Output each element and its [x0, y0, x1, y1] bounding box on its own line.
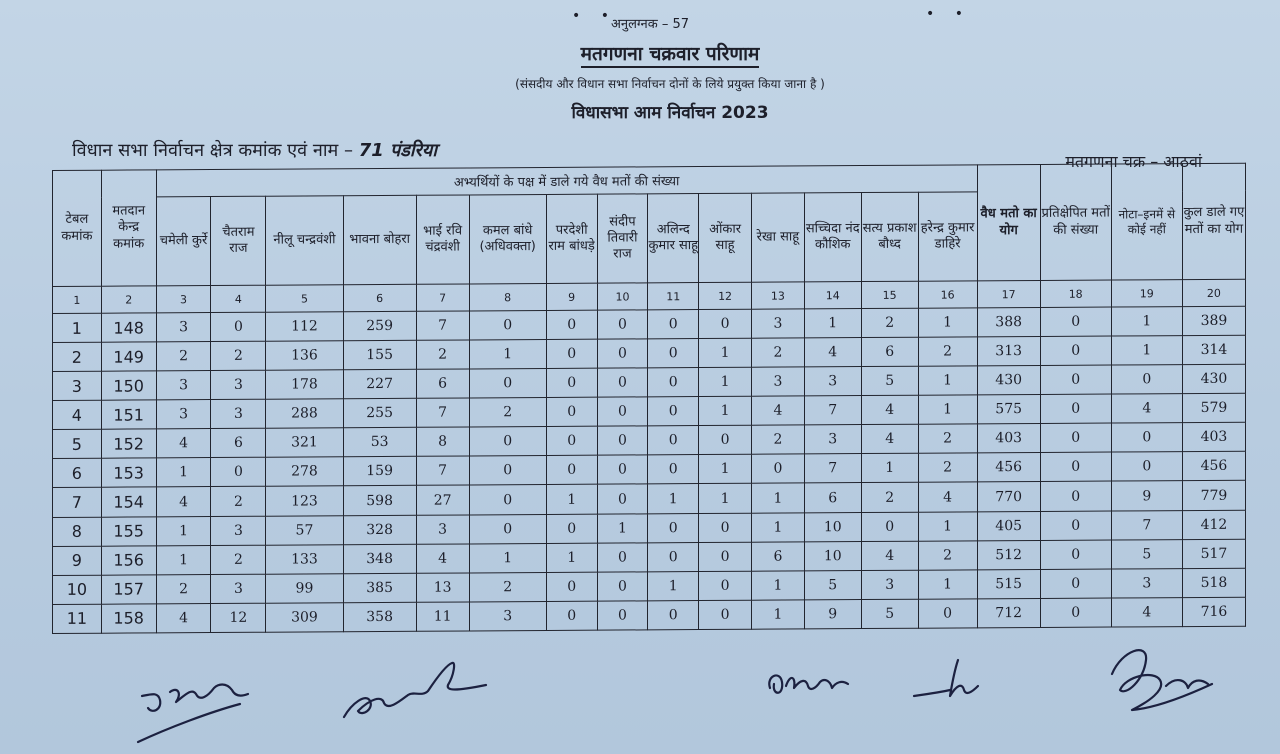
table-cell: 0 — [1111, 452, 1182, 482]
table-cell: 10 — [804, 512, 861, 541]
table-cell: 4 — [416, 544, 469, 573]
table-cell: 385 — [343, 573, 416, 603]
table-cell: 5 — [861, 366, 918, 395]
table-cell: 0 — [597, 484, 648, 513]
table-cell: 4 — [861, 541, 918, 570]
table-cell: 3 — [804, 367, 861, 396]
table-cell: 1 — [546, 485, 597, 514]
table-cell: 227 — [343, 369, 416, 399]
table-cell: 4 — [53, 400, 102, 429]
table-cell: 3 — [211, 574, 266, 603]
table-cell: 9 — [53, 546, 102, 575]
table-cell: 0 — [648, 513, 699, 542]
speck-marks: • • — [926, 6, 971, 22]
table-cell: 0 — [469, 456, 546, 486]
table-cell: 0 — [597, 601, 648, 631]
table-cell: 1 — [804, 309, 861, 338]
table-cell: 1 — [699, 396, 752, 425]
table-cell: 0 — [648, 368, 699, 397]
table-cell: 3 — [156, 371, 211, 400]
header-candidate: चैतराम राज — [211, 196, 266, 285]
column-number: 8 — [469, 283, 546, 310]
table-cell: 1 — [699, 338, 752, 367]
signature-1 — [130, 664, 260, 750]
table-cell: 0 — [1040, 394, 1111, 424]
table-cell: 3 — [751, 367, 804, 396]
table-cell: 2 — [211, 545, 266, 574]
header-candidate: नीलू चन्द्रवंशी — [266, 196, 343, 285]
table-cell: 153 — [101, 458, 156, 487]
table-cell: 53 — [343, 428, 416, 458]
table-cell: 0 — [1040, 307, 1111, 337]
table-cell: 288 — [266, 399, 343, 429]
table-cell: 0 — [699, 571, 752, 600]
table-cell: 389 — [1182, 306, 1245, 335]
table-cell: 178 — [266, 370, 343, 400]
table-cell: 133 — [266, 544, 343, 574]
table-cell: 148 — [101, 313, 156, 342]
column-number: 20 — [1182, 279, 1245, 306]
table-cell: 770 — [977, 482, 1040, 511]
column-number: 17 — [977, 280, 1040, 307]
table-cell: 430 — [1182, 364, 1245, 393]
column-number: 15 — [861, 281, 918, 308]
table-cell: 2 — [469, 398, 546, 428]
table-cell: 5 — [53, 430, 102, 459]
table-cell: 156 — [101, 545, 156, 574]
header-table-number: टेबल कमांक — [53, 170, 102, 286]
header-candidate: अलिन्द कुमार साहू — [648, 194, 699, 283]
column-number: 4 — [211, 285, 266, 312]
column-number: 16 — [918, 281, 977, 308]
column-number: 10 — [597, 283, 648, 310]
table-cell: 716 — [1182, 597, 1245, 627]
table-cell: 1 — [751, 600, 804, 630]
table-cell: 0 — [1040, 481, 1111, 511]
table-cell: 1 — [53, 313, 102, 342]
table-cell: 5 — [861, 599, 918, 629]
header-valid-votes: वैध मतो का योग — [977, 164, 1040, 280]
table-cell: 0 — [597, 542, 648, 571]
table-cell: 1 — [861, 454, 918, 483]
constituency-label: विधान सभा निर्वाचन क्षेत्र कमांक एवं नाम – — [72, 140, 353, 161]
table-cell: 0 — [597, 310, 648, 339]
table-cell: 158 — [101, 604, 156, 634]
table-cell: 3 — [53, 371, 102, 400]
table-cell: 2 — [918, 540, 977, 569]
table-cell: 313 — [977, 337, 1040, 366]
table-cell: 7 — [1111, 510, 1182, 540]
table-cell: 1 — [918, 308, 977, 337]
column-number: 9 — [546, 283, 597, 310]
table-cell: 0 — [546, 368, 597, 397]
table-cell: 7 — [53, 488, 102, 517]
header-nota: नोटा–इनमें से कोई नहीं — [1111, 164, 1182, 280]
table-cell: 0 — [546, 601, 597, 631]
table-cell: 0 — [597, 397, 648, 426]
table-cell: 0 — [597, 455, 648, 484]
table-cell: 515 — [977, 569, 1040, 598]
table-cell: 0 — [1040, 336, 1111, 366]
table-cell: 0 — [648, 542, 699, 571]
table-cell: 0 — [648, 339, 699, 368]
table-cell: 0 — [699, 426, 752, 455]
table-cell: 12 — [211, 603, 266, 633]
table-cell: 7 — [804, 396, 861, 425]
header-rejected-votes: प्रतिक्षेपित मतों की संख्या — [1040, 164, 1111, 280]
table-cell: 2 — [918, 453, 977, 482]
table-cell: 0 — [1040, 569, 1111, 599]
speck-marks: • • — [572, 8, 617, 24]
table-cell: 4 — [918, 482, 977, 511]
table-cell: 9 — [804, 599, 861, 629]
table-cell: 1 — [751, 512, 804, 541]
header-candidate: भाई रवि चंद्रवंशी — [416, 195, 469, 284]
table-cell: 412 — [1182, 510, 1245, 539]
table-cell: 314 — [1182, 335, 1245, 364]
table-cell: 136 — [266, 341, 343, 371]
column-number: 18 — [1040, 280, 1111, 307]
table-cell: 1 — [546, 543, 597, 572]
header-candidate-group: अभ्यर्थियों के पक्ष में डाले गये वैध मतों की संख्या — [156, 165, 977, 197]
table-cell: 8 — [53, 517, 102, 546]
table-cell: 518 — [1182, 568, 1245, 597]
table-cell: 3 — [416, 514, 469, 543]
table-cell: 4 — [1111, 597, 1182, 627]
table-cell: 0 — [469, 514, 546, 544]
table-cell: 10 — [804, 541, 861, 570]
constituency-line — [72, 138, 437, 162]
results-body — [53, 306, 1246, 633]
table-cell: 2 — [211, 487, 266, 516]
header-candidate: संदीप तिवारी राज — [597, 194, 648, 283]
table-cell: 2 — [861, 308, 918, 337]
table-cell: 0 — [597, 339, 648, 368]
column-number: 11 — [648, 283, 699, 310]
table-cell: 6 — [751, 542, 804, 571]
table-cell: 0 — [546, 572, 597, 601]
table-cell: 0 — [546, 310, 597, 339]
table-cell: 8 — [416, 427, 469, 456]
table-cell: 3 — [469, 601, 546, 631]
table-cell: 3 — [861, 570, 918, 599]
table-cell: 0 — [597, 426, 648, 455]
constituency-value: 71 पंडरिया — [358, 140, 437, 161]
table-cell: 0 — [469, 369, 546, 399]
table-cell: 0 — [648, 426, 699, 455]
table-cell: 1 — [699, 455, 752, 484]
table-cell: 0 — [546, 397, 597, 426]
table-cell: 0 — [1040, 365, 1111, 395]
table-cell: 388 — [977, 307, 1040, 336]
results-table — [52, 163, 1246, 634]
page-title: मतगणना चक्रवार परिणाम — [30, 40, 1280, 66]
table-cell: 779 — [1182, 481, 1245, 510]
table-cell: 405 — [977, 511, 1040, 540]
table-cell: 0 — [648, 397, 699, 426]
table-cell: 0 — [597, 572, 648, 601]
column-number: 1 — [53, 286, 102, 313]
table-cell: 0 — [861, 512, 918, 541]
table-cell: 1 — [918, 570, 977, 599]
table-cell: 4 — [1111, 394, 1182, 424]
column-number: 6 — [343, 284, 416, 311]
table-cell: 0 — [469, 310, 546, 340]
table-cell: 149 — [101, 342, 156, 371]
table-cell: 2 — [751, 338, 804, 367]
header-total-votes: कुल डाले गए मतों का योग — [1182, 163, 1245, 279]
table-cell: 6 — [53, 459, 102, 488]
table-cell: 0 — [546, 426, 597, 455]
table-cell: 5 — [1111, 539, 1182, 569]
table-cell: 0 — [469, 427, 546, 457]
table-cell: 0 — [546, 456, 597, 485]
table-cell: 6 — [416, 369, 469, 398]
header-candidate: परदेशी राम बांधड़े — [546, 194, 597, 283]
table-cell: 1 — [597, 513, 648, 542]
table-cell: 123 — [266, 486, 343, 516]
table-cell: 157 — [101, 575, 156, 604]
table-cell: 0 — [1040, 540, 1111, 570]
table-cell: 0 — [1040, 452, 1111, 482]
table-cell: 2 — [416, 340, 469, 369]
counting-round: मतगणना चक्र – आठवां — [1065, 152, 1202, 171]
table-cell: 0 — [648, 310, 699, 339]
table-cell: 4 — [156, 487, 211, 516]
table-cell: 150 — [101, 371, 156, 400]
annexure-number: अनुलग्नक – 57 — [610, 17, 690, 32]
table-cell: 1 — [648, 571, 699, 600]
table-cell: 328 — [343, 515, 416, 545]
table-cell: 5 — [804, 570, 861, 599]
table-cell: 0 — [918, 599, 977, 629]
table-cell: 4 — [861, 395, 918, 424]
table-cell: 154 — [101, 487, 156, 516]
table-cell: 6 — [804, 483, 861, 512]
table-cell: 2 — [156, 574, 211, 603]
table-cell: 259 — [343, 311, 416, 341]
table-cell: 152 — [101, 429, 156, 458]
table-cell: 403 — [977, 424, 1040, 453]
table-cell: 0 — [699, 600, 752, 630]
table-cell: 579 — [1182, 393, 1245, 422]
table-cell: 321 — [266, 428, 343, 458]
table-cell: 0 — [1040, 598, 1111, 628]
table-cell: 0 — [469, 485, 546, 515]
table-cell: 712 — [977, 598, 1040, 628]
table-cell: 512 — [977, 540, 1040, 569]
table-cell: 99 — [266, 573, 343, 603]
table-cell: 1 — [469, 340, 546, 370]
header-candidate: हरेन्द्र कुमार डाहिरे — [918, 192, 977, 281]
table-cell: 348 — [343, 544, 416, 574]
column-number: 12 — [699, 282, 752, 309]
header-candidate: ओंकार साहू — [699, 193, 752, 282]
table-cell: 1 — [156, 458, 211, 487]
table-cell: 2 — [861, 483, 918, 512]
table-cell: 1 — [751, 571, 804, 600]
column-number: 7 — [416, 284, 469, 311]
table-cell: 3 — [804, 425, 861, 454]
table-cell: 1 — [918, 395, 977, 424]
table-cell: 575 — [977, 395, 1040, 424]
table-cell: 155 — [343, 340, 416, 370]
table-cell: 517 — [1182, 539, 1245, 568]
table-cell: 57 — [266, 515, 343, 545]
table-cell: 4 — [751, 396, 804, 425]
table-cell: 11 — [53, 604, 102, 634]
signature-5 — [1096, 640, 1246, 730]
column-number: 2 — [101, 286, 156, 313]
table-cell: 403 — [1182, 423, 1245, 452]
table-cell: 3 — [156, 400, 211, 429]
table-cell: 309 — [266, 603, 343, 633]
table-cell: 1 — [156, 545, 211, 574]
table-cell: 0 — [211, 458, 266, 487]
table-cell: 4 — [156, 429, 211, 458]
table-cell: 358 — [343, 602, 416, 632]
header-candidate: कमल बांधे (अधिवक्ता) — [469, 194, 546, 283]
column-number: 19 — [1111, 280, 1182, 307]
table-cell: 7 — [416, 311, 469, 340]
table-cell: 2 — [156, 342, 211, 371]
table-cell: 1 — [469, 543, 546, 573]
table-cell: 0 — [546, 514, 597, 543]
table-cell: 2 — [918, 424, 977, 453]
table-cell: 6 — [861, 337, 918, 366]
table-cell: 1 — [751, 483, 804, 512]
table-cell: 13 — [416, 573, 469, 602]
column-number: 3 — [156, 286, 211, 313]
signature-2 — [336, 655, 496, 729]
table-cell: 9 — [1111, 481, 1182, 511]
table-cell: 278 — [266, 457, 343, 487]
table-row — [53, 597, 1246, 634]
page-subtitle: (संसदीय और विधान सभा निर्वाचन दोनों के लिये प्रयुक्त किया जाना है ) — [515, 77, 825, 91]
column-number: 14 — [804, 282, 861, 309]
table-cell: 1 — [918, 511, 977, 540]
table-cell: 2 — [53, 342, 102, 371]
header-candidate: भावना बोहरा — [343, 195, 416, 284]
table-cell: 27 — [416, 485, 469, 514]
signature-4 — [904, 652, 994, 708]
table-cell: 4 — [804, 338, 861, 367]
table-cell: 3 — [1111, 568, 1182, 598]
table-cell: 456 — [977, 453, 1040, 482]
table-cell: 1 — [699, 367, 752, 396]
table-cell: 7 — [416, 456, 469, 485]
header-booth-number: मतदान केन्द्र कमांक — [101, 170, 156, 286]
column-number: 13 — [751, 282, 804, 309]
table-cell: 7 — [416, 398, 469, 427]
table-cell: 2 — [469, 572, 546, 602]
header-candidate: रेखा साहू — [751, 193, 804, 282]
table-cell: 7 — [804, 454, 861, 483]
table-cell: 1 — [918, 366, 977, 395]
table-cell: 0 — [699, 542, 752, 571]
table-cell: 1 — [1111, 307, 1182, 337]
table-cell: 255 — [343, 399, 416, 429]
table-cell: 3 — [211, 370, 266, 399]
table-cell: 0 — [751, 454, 804, 483]
table-cell: 0 — [1040, 511, 1111, 541]
table-cell: 1 — [699, 484, 752, 513]
table-cell: 0 — [597, 368, 648, 397]
table-cell: 4 — [861, 425, 918, 454]
table-cell: 0 — [648, 455, 699, 484]
table-cell: 0 — [546, 339, 597, 368]
election-name: विधासभा आम निर्वाचन 2023 — [571, 103, 769, 123]
table-cell: 4 — [156, 603, 211, 633]
table-cell: 2 — [918, 337, 977, 366]
table-cell: 3 — [211, 399, 266, 428]
table-cell: 0 — [1040, 423, 1111, 453]
table-cell: 0 — [648, 600, 699, 630]
table-cell: 3 — [156, 313, 211, 342]
table-cell: 155 — [101, 516, 156, 545]
table-cell: 2 — [751, 425, 804, 454]
table-cell: 1 — [648, 484, 699, 513]
table-cell: 151 — [101, 400, 156, 429]
header-candidate: सत्य प्रकाश बौध्द — [861, 192, 918, 281]
header-candidate: सच्चिदा नंद कौशिक — [804, 193, 861, 282]
table-cell: 1 — [156, 516, 211, 545]
table-cell: 0 — [1111, 423, 1182, 453]
table-cell: 3 — [751, 309, 804, 338]
table-cell: 10 — [53, 575, 102, 604]
table-cell: 598 — [343, 486, 416, 516]
table-cell: 3 — [211, 516, 266, 545]
signature-3 — [760, 666, 856, 710]
table-cell: 0 — [699, 513, 752, 542]
table-cell: 2 — [211, 341, 266, 370]
table-cell: 1 — [1111, 336, 1182, 366]
table-cell: 11 — [416, 602, 469, 632]
column-number: 5 — [266, 285, 343, 312]
table-cell: 112 — [266, 312, 343, 342]
table-cell: 456 — [1182, 452, 1245, 481]
table-cell: 159 — [343, 457, 416, 487]
table-cell: 6 — [211, 429, 266, 458]
table-cell: 0 — [1111, 365, 1182, 395]
table-cell: 430 — [977, 366, 1040, 395]
table-cell: 0 — [699, 309, 752, 338]
header-candidate: चमेली कुर्रे — [156, 197, 211, 286]
table-cell: 0 — [211, 312, 266, 341]
